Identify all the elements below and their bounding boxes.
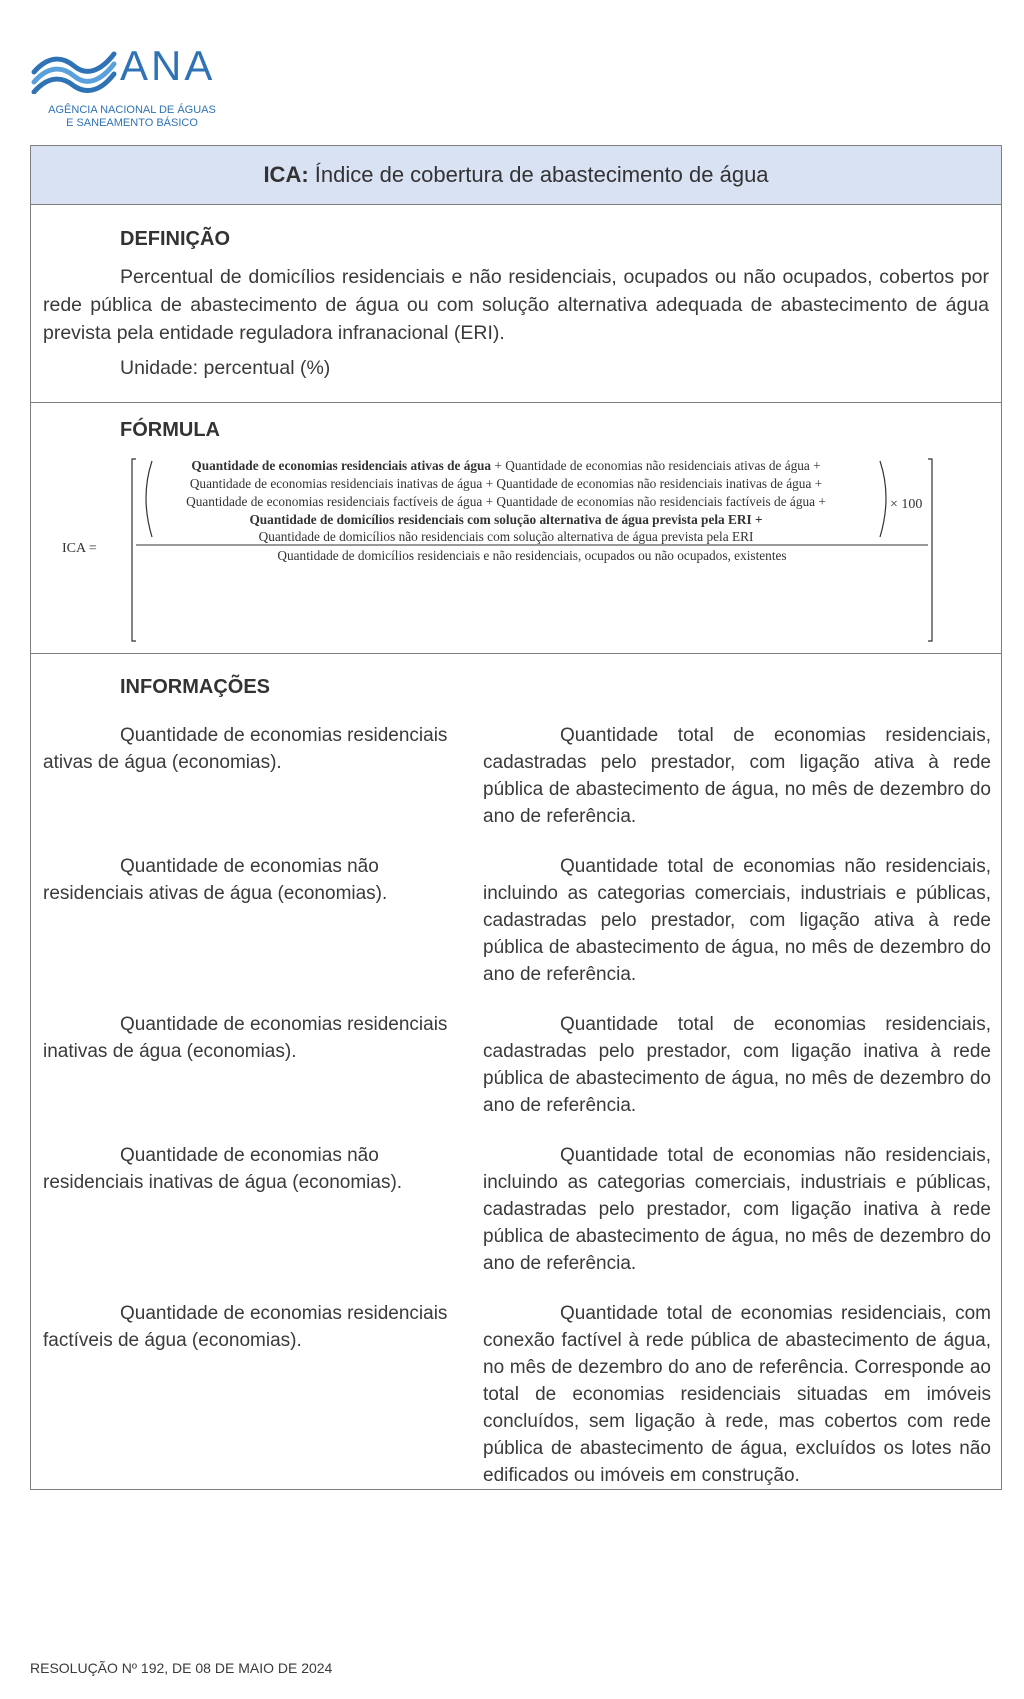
footer-resolution: RESOLUÇÃO Nº 192, DE 08 DE MAIO DE 2024 [30, 1660, 333, 1676]
info-desc: Quantidade total de economias residenciais, com conexão factível à rede pública de abastecimento de água, no mês de dezembro do ano de referência. Corresponde ao total de economias residenciais situadas em imóveis concluídos, sem ligação à rede, mas cobertos com rede pública de abastecimento de água, excluídos os lotes não edificados ou imóveis em construção. [483, 1303, 991, 1486]
definition-section [31, 205, 1001, 403]
ana-logo [30, 40, 240, 135]
title-acronym: ICA: [263, 162, 309, 187]
formula-line-5: Quantidade de domicílios não residenciais com solução alternativa de água prevista pela ERI [258, 529, 754, 544]
formula-line1-rest: + Quantidade de economias não residenciais ativas de água + [494, 458, 821, 473]
info-section [31, 654, 1001, 1492]
title-text: Índice de cobertura de abastecimento de água [314, 162, 769, 187]
formula-line-3: Quantidade de economias residenciais factíveis de água + Quantidade de economias não residenciais factíveis de água + [186, 494, 826, 509]
logo-word: ANA [120, 42, 216, 89]
formula-line-4: Quantidade de domicílios residenciais com solução alternativa de água prevista pela ERI + [249, 512, 763, 527]
info-desc: Quantidade total de economias residenciais, cadastradas pelo prestador, com ligação ativa à rede pública de abastecimento de água, no mês de dezembro do ano de referência. [483, 725, 991, 827]
info-desc: Quantidade total de economias residenciais, cadastradas pelo prestador, com ligação inativa à rede pública de abastecimento de água, no mês de dezembro do ano de referência. [483, 1014, 991, 1116]
info-term: Quantidade de economias residenciais inativas de água (economias). [43, 1014, 448, 1062]
wave-icon [30, 42, 118, 94]
page-title [31, 146, 1001, 205]
formula-line1-bold: Quantidade de economias residenciais ativas de água [191, 458, 492, 473]
info-term: Quantidade de economias residenciais ativas de água (economias). [43, 725, 448, 773]
indicator-sheet [30, 145, 1002, 1490]
formula-line-1 [136, 457, 876, 475]
formula-multiplier: × 100 [890, 497, 923, 512]
formula [64, 455, 1004, 645]
logo-subtitle [32, 104, 232, 130]
definition-unit: Unidade: percentual (%) [120, 357, 331, 379]
info-desc: Quantidade total de economias não residenciais, incluindo as categorias comerciais, industriais e públicas, cadastradas pelo prestador, com ligação ativa à rede pública de abastecimento de água, no mês de dezembro do ano de referência. [483, 856, 991, 985]
logo-subtitle-line2: E SANEAMENTO BÁSICO [66, 117, 198, 129]
logo-subtitle-line1: AGÊNCIA NACIONAL DE ÁGUAS [48, 104, 216, 116]
formula-denominator: Quantidade de domicílios residenciais e não residenciais, ocupados ou não ocupados, existentes [277, 548, 787, 563]
formula-label: ICA = [62, 541, 97, 556]
info-heading: INFORMAÇÕES [120, 676, 270, 698]
formula-heading: FÓRMULA [120, 419, 220, 441]
info-term: Quantidade de economias não residenciais inativas de água (economias). [43, 1145, 403, 1193]
info-desc: Quantidade total de economias não residenciais, incluindo as categorias comerciais, industriais e públicas, cadastradas pelo prestador, com ligação inativa à rede pública de abastecimento de água, no mês de dezembro do ano de referência. [483, 1145, 991, 1274]
formula-line-2: Quantidade de economias residenciais inativas de água + Quantidade de economias não residenciais inativas de água + [189, 476, 823, 491]
definition-text: Percentual de domicílios residenciais e não residenciais, ocupados ou não ocupados, cobertos por rede pública de abastecimento de água ou com solução alternativa adequada de abastecimento de água prevista pela entidade reguladora infranacional (ERI). [43, 266, 989, 344]
definition-heading: DEFINIÇÃO [120, 228, 230, 250]
info-term: Quantidade de economias não residenciais ativas de água (economias). [43, 856, 388, 904]
formula-section [31, 403, 1001, 654]
info-term: Quantidade de economias residenciais factíveis de água (economias). [43, 1303, 448, 1351]
